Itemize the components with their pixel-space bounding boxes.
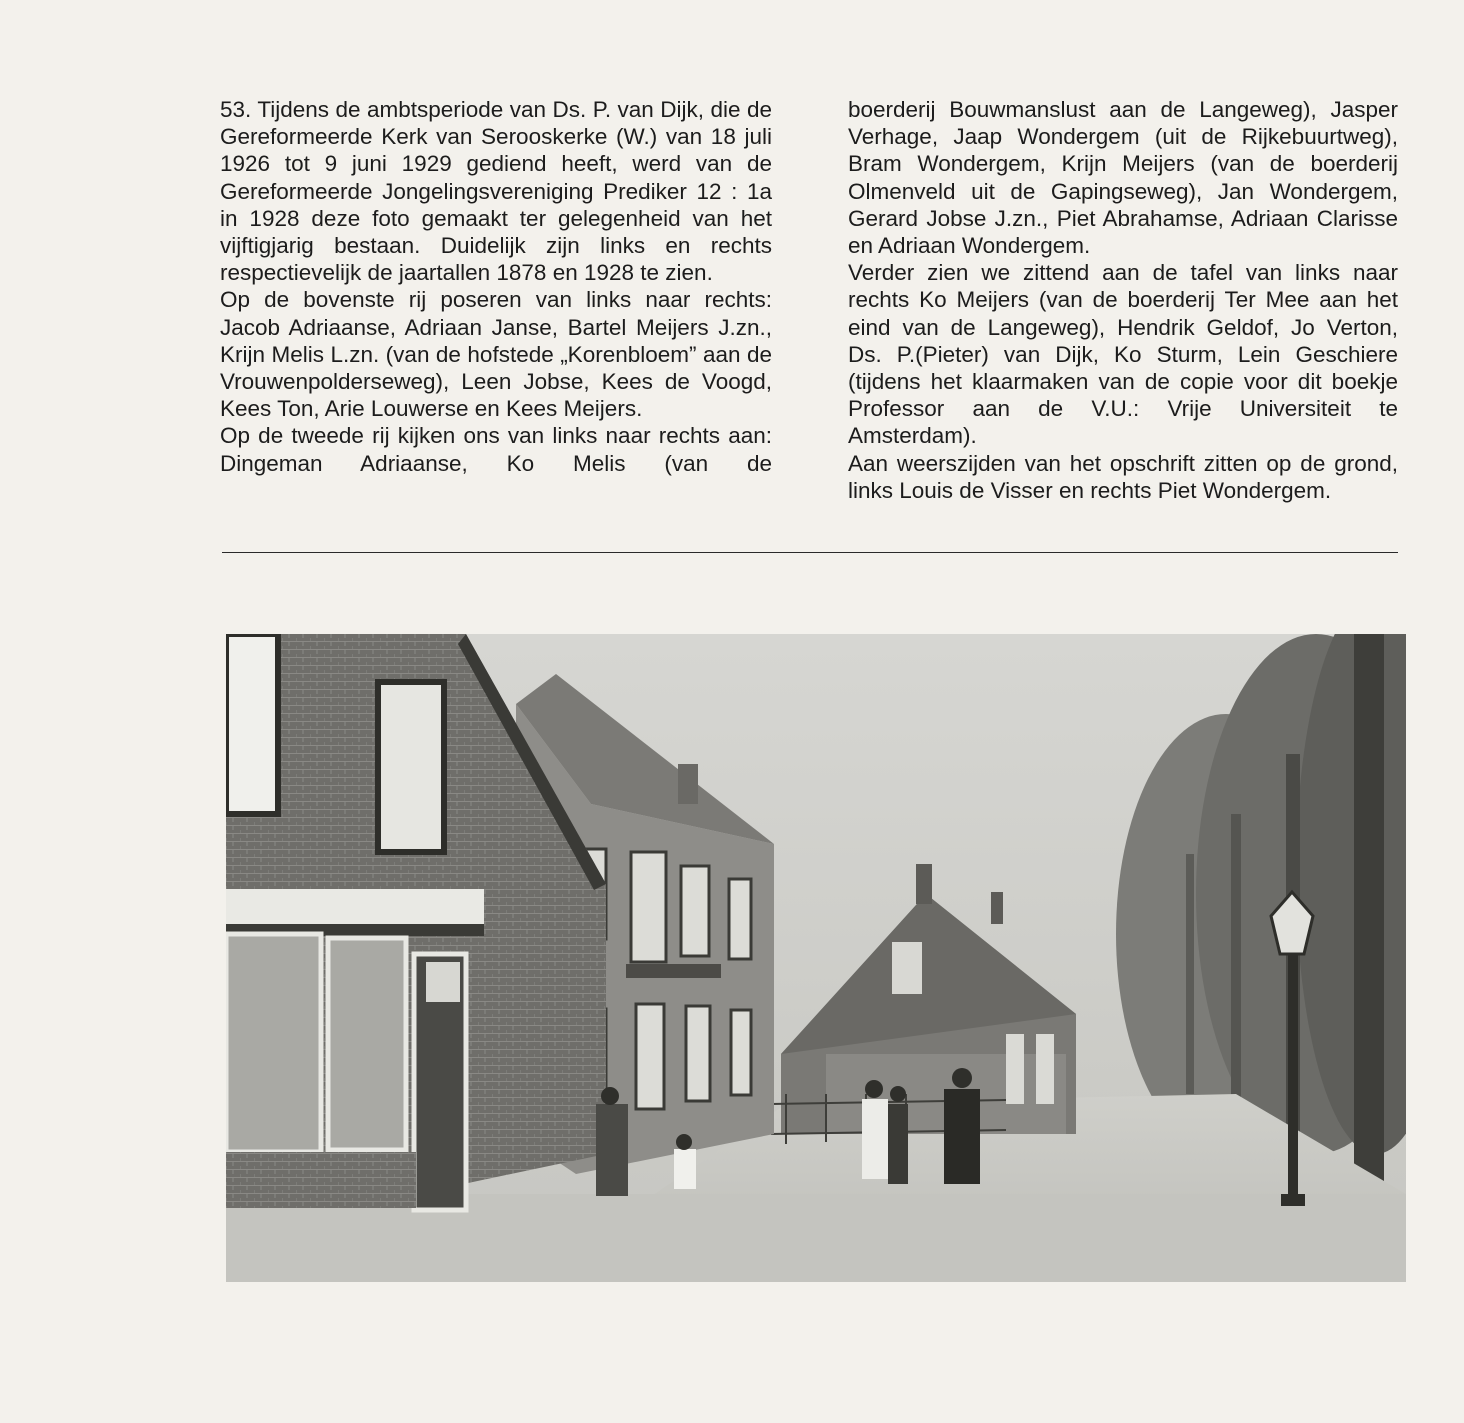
caption-column-left bbox=[220, 96, 772, 477]
caption-paragraph: Op de bovenste rij poseren van links naar rechts: Jacob Adriaanse, Adriaan Janse, Bartel Meijers J.zn., Krijn Melis L.zn. (van de hofstede „Korenbloem” aan de Vrouwenpolderseweg), Leen Jobse, Kees de Voogd, Kees Ton, Arie Louwerse en Kees Meijers. bbox=[220, 287, 772, 422]
caption-paragraph: boerderij Bouwmanslust aan de Langeweg), Jasper Verhage, Jaap Wondergem (uit de Rijkebuurtweg), Bram Wondergem, Krijn Meijers (van de boerderij Olmenveld uit de Gapingseweg), Jan Wondergem, Gerard Jobse J.zn., Piet Abrahamse, Adriaan Clarisse en Adriaan Wondergem. bbox=[848, 97, 1398, 259]
caption-paragraph: Op de tweede rij kijken ons van links naar rechts aan: Dingeman Adriaanse, Ko Melis (van de bbox=[220, 423, 772, 476]
caption-column-right bbox=[848, 96, 1398, 504]
street-photograph bbox=[226, 634, 1406, 1282]
caption-paragraph: Verder zien we zittend aan de tafel van links naar rechts Ko Meijers (van de boerderij Ter Mee aan het eind van de Langeweg), Hendrik Geldof, Jo Verton, Ds. P.(Pieter) van Dijk, Ko Sturm, Lein Geschiere (tijdens het klaarmaken van de copie voor dit boekje Professor aan de V.U.: Vrije Universiteit te Amsterdam). bbox=[848, 260, 1398, 449]
caption-paragraph: Aan weerszijden van het opschrift zitten op de grond, links Louis de Visser en rechts Piet Wondergem. bbox=[848, 450, 1398, 503]
caption-paragraph: 53. Tijdens de ambtsperiode van Ds. P. van Dijk, die de Gereformeerde Kerk van Serooskerke (W.) van 18 juli 1926 tot 9 juni 1929 gediend heeft, werd van de Gereformeerde Jongelingsvereniging Prediker 12 : 1a in 1928 deze foto gemaakt ter gelegenheid van het vijftigjarig bestaan. Duidelijk zijn links en rechts respectievelijk de jaartallen 1878 en 1928 te zien. bbox=[220, 97, 772, 286]
horizontal-rule bbox=[222, 552, 1398, 553]
